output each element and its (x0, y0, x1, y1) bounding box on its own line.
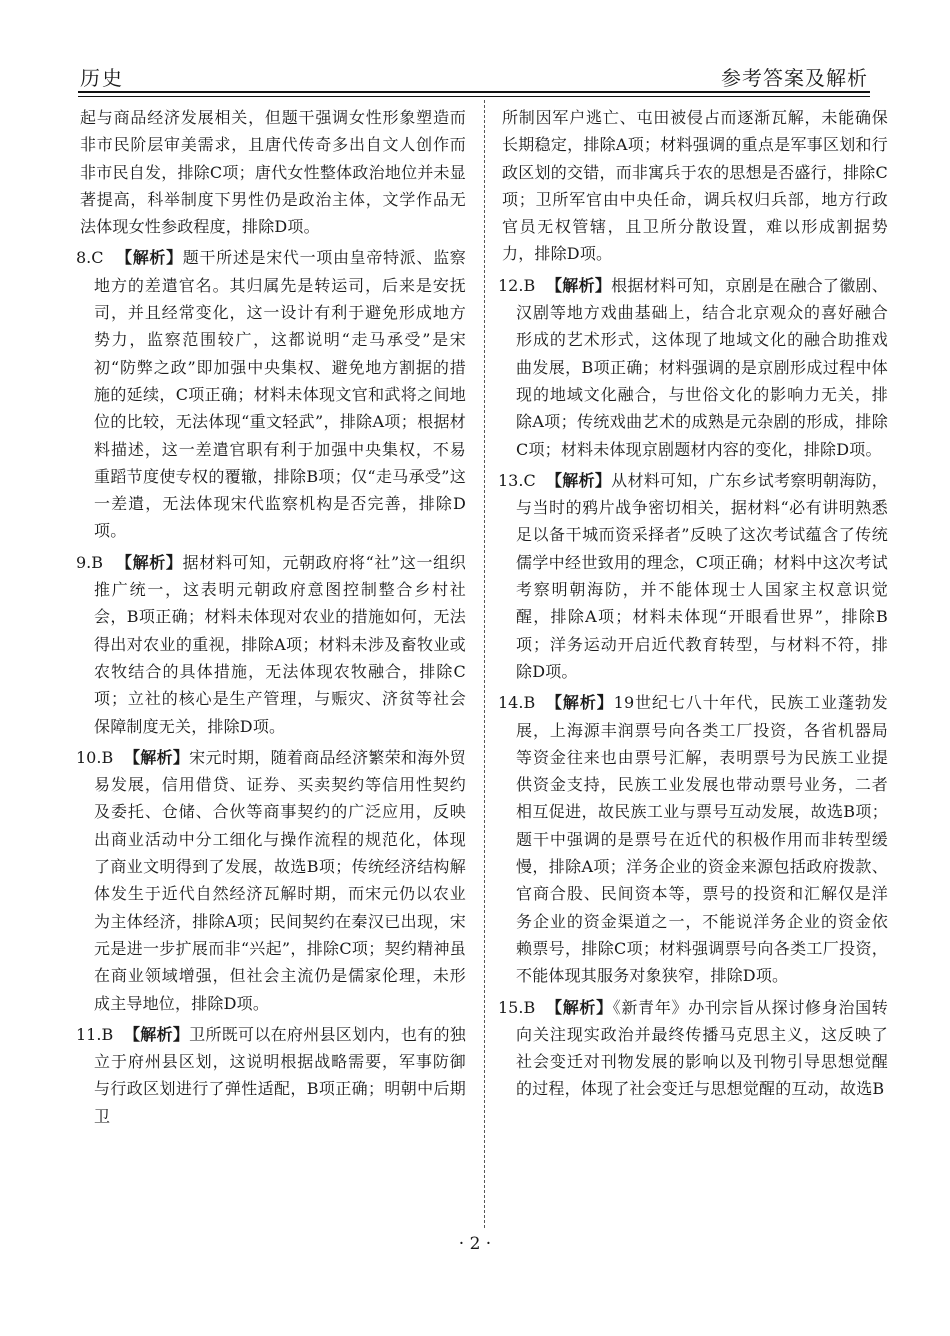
analysis-text: 宋元时期，随着商品经济繁荣和海外贸易发展，信用借贷、证券、买卖契约等信用性契约及委托、仓储、合伙等商事契约的广泛应用，反映出商业活动中分工细化与操作流程的规范化，体现了商业文明得到了发展，故选B项；传统经济结构解体发生于近代自然经济瓦解时期，而宋元仍以农业为主体经济，排除A项；民间契约在秦汉已出现，宋元是进一步扩展而非“兴起”，排除C项；契约精神虽在商业领域增强，但社会主流仍是儒家伦理，未形成主导地位，排除D项。 (94, 747, 466, 1013)
question-number: 10. (76, 747, 102, 767)
answer-letter: B (101, 1024, 114, 1044)
analysis-tag: 【解析】 (124, 1024, 190, 1044)
answer-item-10 (76, 744, 466, 1017)
analysis-text: 卫所既可以在府州县区划内，也有的独立于府州县区划，这说明根据战略需要，军事防御与行政区划进行了弹性适配，B项正确；明朝中后期卫 (94, 1024, 466, 1126)
answer-letter: C (523, 470, 536, 490)
question-number: 15. (498, 997, 524, 1017)
question-number: 9. (76, 552, 92, 572)
question-number: 8. (76, 248, 92, 268)
page-number: · 2 · (458, 1234, 492, 1254)
answer-item-8 (76, 244, 466, 544)
answer-item-11 (76, 1021, 466, 1130)
header-rule-thick (78, 91, 870, 93)
analysis-tag: 【解析】 (124, 747, 190, 767)
question-number: 11. (76, 1024, 102, 1044)
answer-letter: C (91, 248, 104, 268)
header-rule-thin (78, 96, 870, 97)
answer-letter: B (91, 552, 104, 572)
answer-letter: B (523, 693, 536, 713)
question-number: 14. (498, 693, 524, 713)
question-number: 12. (498, 275, 524, 295)
column-divider (484, 100, 485, 1228)
answer-item-13 (498, 467, 888, 685)
analysis-tag: 【解析】 (546, 693, 614, 713)
analysis-text: 题干所述是宋代一项由皇帝特派、监察地方的差遣官名。其归属先是转运司，后来是安抚司，并且经常变化，这一设计有利于避免形成地方势力，监察范围较广，这都说明“走马承受”是宋初“防弊之政”即加强中央集权、避免地方割据的措施的延续，C项正确；材料未体现文官和武将之间地位的比较，无法体现“重文轻武”，排除A项；根据材料描述，这一差遣官职有利于加强中央集权，不易重蹈节度使专权的覆辙，排除B项；仅“走马承受”这一差遣，无法体现宋代监察机构是否完善，排除D项。 (94, 248, 466, 541)
answer-item-15 (498, 994, 888, 1103)
answer-item-12 (498, 272, 888, 463)
left-continuation-text: 起与商品经济发展相关，但题干强调女性形象塑造而非市民阶层审美需求，且唐代传奇多出自文人创作而非市民自发，排除C项；唐代女性整体政治地位并未显著提高，科举制度下男性仍是政治主体，文学作品无法体现女性参政程度，排除D项。 (80, 108, 466, 237)
right-column (498, 104, 888, 1103)
analysis-text: 从材料可知，广东乡试考察明朝海防，与当时的鸦片战争密切相关，据材料“必有讲明熟悉足以备干城而资采择者”反映了这次考试蕴含了传统儒学中经世致用的理念，C项正确；材料中这次考试考察明朝海防，并不能体现士人国家主权意识觉醒，排除A项；材料未体现“开眼看世界”，排除B项；洋务运动开启近代教育转型，与材料不符，排除D项。 (516, 470, 888, 681)
analysis-tag: 【解析】 (116, 552, 183, 572)
analysis-text: 《新青年》办刊宗旨从探讨修身治国转向关注现实政治并最终传播马克思主义，这反映了社会变迁对刊物发展的影响以及刊物引导思想觉醒的过程，体现了社会变迁与思想觉醒的互动，故选B (516, 997, 888, 1099)
right-continuation-text: 所制因军户逃亡、屯田被侵占而逐渐瓦解，未能确保长期稳定，排除A项；材料强调的重点是军事区划和行政区划的交错，而非寓兵于农的思想是否盛行，排除C项；卫所军官由中央任命，调兵权归兵部，地方行政官员无权管辖，且卫所分散设置，难以形成割据势力，排除D项。 (502, 108, 888, 264)
analysis-text: 据材料可知，元朝政府将“社”这一组织推广统一，这表明元朝政府意图控制整合乡村社会，B项正确；材料未体现对农业的措施如何，无法得出对农业的重视，排除A项；材料未涉及畜牧业或农牧结合的具体措施，无法体现农牧融合，排除C项；立社的核心是生产管理，与赈灾、济贫等社会保障制度无关，排除D项。 (94, 552, 466, 736)
analysis-text: 19世纪七八十年代，民族工业蓬勃发展，上海源丰润票号向各类工厂投资，各省机器局等资金往来也由票号汇解，表明票号为民族工业提供资金支持，民族工业发展也带动票号业务，二者相互促进，故民族工业与票号互动发展，故选B项；题干中强调的是票号在近代的积极作用而非转型缓慢，排除A项；洋务企业的资金来源包括政府拨款、官商合股、民间资本等，票号的投资和汇解仅是洋务企业的资金渠道之一，不能说洋务企业的资金依赖票号，排除C项；材料强调票号向各类工厂投资，不能体现其服务对象狭窄，排除D项。 (516, 693, 888, 986)
analysis-tag: 【解析】 (546, 275, 612, 295)
header-title: 参考答案及解析 (721, 66, 868, 90)
analysis-tag: 【解析】 (546, 997, 613, 1017)
answer-letter: B (523, 275, 536, 295)
page-header (78, 54, 870, 94)
subject-label: 历史 (80, 66, 124, 90)
answer-item-9 (76, 549, 466, 740)
left-column (76, 104, 466, 1130)
analysis-tag: 【解析】 (546, 470, 612, 490)
question-number: 13. (498, 470, 524, 490)
analysis-text: 根据材料可知，京剧是在融合了徽剧、汉剧等地方戏曲基础上，结合北京观众的喜好融合形成的艺术形式，这体现了地域文化的融合助推戏曲发展，B项正确；材料强调的是京剧形成过程中体现的地域文化融合，与世俗文化的影响力无关，排除A项；传统戏曲艺术的成熟是元杂剧的形成，排除C项；材料未体现京剧题材内容的变化，排除D项。 (516, 275, 888, 459)
analysis-tag: 【解析】 (116, 248, 183, 268)
answer-item-14 (498, 689, 888, 989)
answer-letter: B (523, 997, 536, 1017)
answer-letter: B (101, 747, 114, 767)
